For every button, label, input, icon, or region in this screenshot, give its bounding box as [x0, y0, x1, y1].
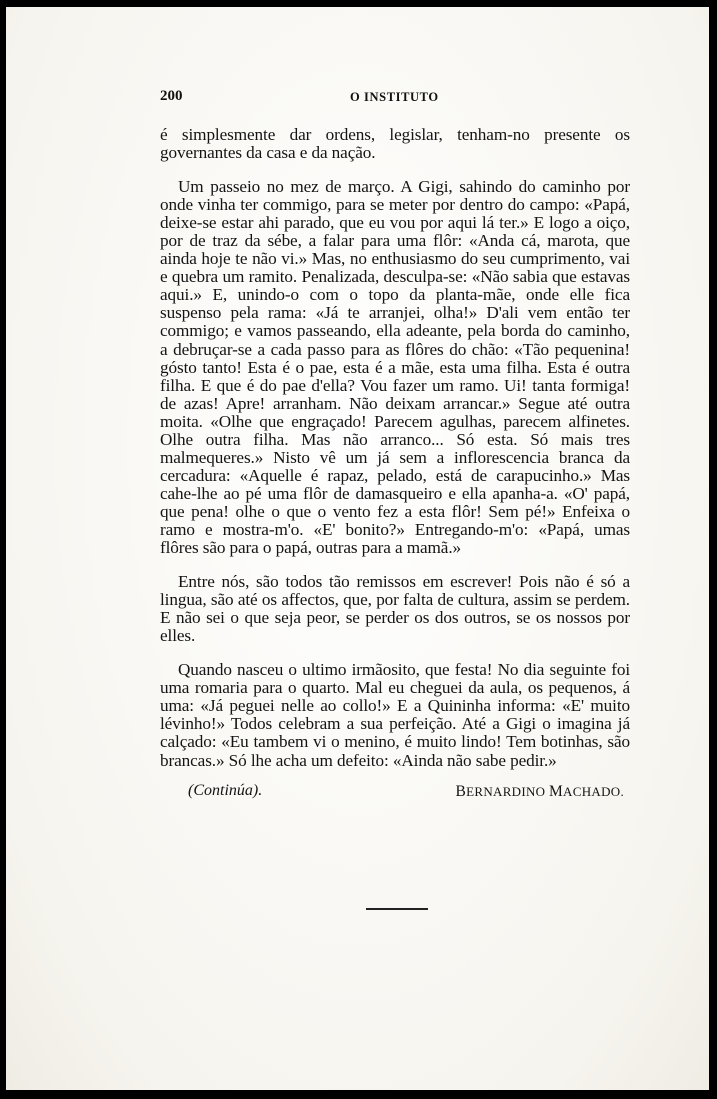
signature-row	[160, 782, 630, 802]
paragraph-gap	[160, 557, 630, 573]
end-rule	[366, 908, 428, 910]
author-first-rest: ERNARDINO	[466, 783, 546, 799]
running-title: O INSTITUTO	[350, 90, 439, 104]
page-number: 200	[160, 88, 183, 104]
paragraph-gap	[160, 645, 630, 661]
paragraph-gap	[160, 162, 630, 178]
paragraph-1: é simplesmente dar ordens, legislar, tenham-no presente os governantes da casa e da nação.	[160, 125, 630, 163]
continued-note: (Continúa).	[188, 781, 263, 799]
author-last-initial: M	[548, 782, 564, 800]
page-header	[160, 88, 630, 110]
author-first-initial: B	[455, 782, 467, 800]
paragraph-3: Entre nós, são todos tão remissos em escrever! Pois não é só a lingua, são até os affectos, que, por falta de cultura, assim se perdem. E não sei o que seja peor, se perder os dos outros, se os nossos por elles.	[160, 572, 630, 646]
author-signature	[455, 783, 624, 801]
article-body	[160, 126, 630, 802]
paragraph-4: Quando nasceu o ultimo irmãosito, que festa! No dia seguinte foi uma romaria para o quarto. Mal eu cheguei da aula, os pequenos, á uma: «Já peguei nelle ao collo!» E a Quininha informa: «E' muito lévinho!» Todos celebram a sua perfeição. Até a Gigi o imagina já calçado: «Eu tambem vi o menino, é muito lindo! Tem botinhas, são brancas.» Só lhe acha um defeito: «Ainda não sabe pedir.»	[160, 660, 630, 770]
paragraph-2: Um passeio no mez de março. A Gigi, sahindo do caminho por onde vinha ter commigo, para se meter por dentro do campo: «Papá, deixe-se estar ahi parado, que eu vou por aqui lá ter.» E logo a oiço, por de traz da sébe, a falar para uma flôr: «Anda cá, marota, que ainda hoje te não vi.» Mas, no enthusiasmo do seu cumprimento, vai e quebra um ramito. Penalizada, desculpa-se: «Não sabia que estavas aqui.» E, unindo-o com o topo da planta-mãe, onde elle fica suspenso pela rama: «Já te arranjei, olha!» D'ali vem então ter commigo; e vamos passeando, ella adeante, pela borda do caminho, a debruçar-se a cada passo para as flôres do chão: «Tão pequenina! gósto tanto! Esta é o pae, esta é a mãe, esta uma filha. Esta é outra filha. E que é do pae d'ella? Vou fazer um ramo. Ui! tanta formiga! de azas! Apre! arranham. Não deixam arrancar.» Segue até outra moita. «Olhe que engraçado! Parecem agulhas, parecem alfinetes. Olhe outra filha. Mas não arranco... Só esta. Só mais tres malmequeres.» Nisto vê um já sem a inflorescencia branca da cercadura: «Aquelle é rapaz, pelado, está de carapucinho.» Mas cahe-lhe ao pé uma flôr de damasqueiro e ella apanha-a. «O' papá, que pena! olhe o que o vento fez a esta flôr! Sem pé!» Enfeixa o ramo e mostra-m'o. «E' bonito?» Entregando-m'o: «Papá, umas flôres são para o papá, outras para a mamã.»	[160, 177, 630, 558]
author-last-rest: ACHADO.	[563, 783, 624, 799]
